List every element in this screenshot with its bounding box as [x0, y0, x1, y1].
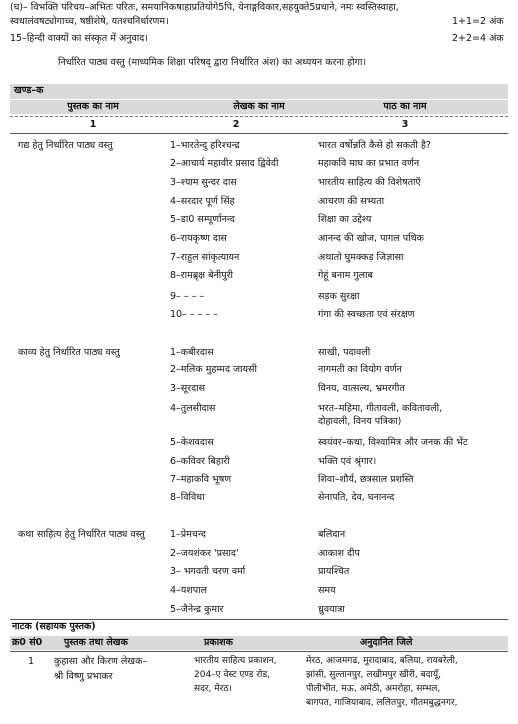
- prose-lesson: महाकवि माघ का प्रभात वर्णन: [318, 158, 420, 169]
- drama-header-book: पुस्तक तथा लेखक: [64, 637, 128, 648]
- poetry-author: 8–विविधा: [170, 492, 205, 503]
- poetry-lesson-continued: दोहावली, विनय पत्रिका): [318, 416, 402, 427]
- prose-lesson: शिक्षा का उद्देश्य: [318, 214, 372, 225]
- prose-author: 2–आचार्य महावीर प्रसाद द्विवेदी: [170, 158, 279, 169]
- poetry-author: 7–महाकवि भूषण: [170, 474, 232, 485]
- poetry-lesson: भक्ति एवं श्रृंगार।: [318, 456, 377, 467]
- marks-2: 2+2=4 अंक: [452, 33, 504, 44]
- prose-author: 10– – – – –: [170, 309, 218, 320]
- drama-header-sn: क्र0 सं0: [12, 637, 43, 648]
- header-num-2: 2: [232, 119, 240, 130]
- poetry-lesson: नागमती का वियोग वर्णन: [318, 364, 402, 375]
- story-author: 2–जयशंकर 'प्रसाद': [170, 548, 239, 559]
- prose-author: 4–सरदार पूर्ण सिंह: [170, 196, 235, 207]
- prose-author: 3–श्याम सुन्दर दास: [170, 177, 237, 188]
- marks-1: 1+1=2 अंक: [452, 16, 504, 27]
- drama-book-line-2: श्री विष्णु प्रभाकर: [54, 671, 113, 682]
- intro-line: निर्धारित पाठ्य वस्तु (माध्यमिक शिक्षा परिषद् द्वारा निर्धारित अंश) का अध्ययन करना होगा।: [58, 57, 367, 68]
- header-num-1: 1: [89, 119, 97, 130]
- drama-publisher-line-1: भारतीय साहित्य प्रकाशन,: [194, 656, 277, 666]
- poetry-author: 5–केशवदास: [170, 437, 214, 448]
- prose-author: 5–डा0 सम्पूर्णानन्द: [170, 214, 235, 225]
- poetry-lesson: साखी, पदावली: [318, 347, 371, 358]
- poetry-author: 6–कविवर बिहारी: [170, 456, 230, 467]
- drama-districts-line-4: बागपत, गाजियाबाद, ललितपुर, गौतमबुद्धनगर,: [306, 698, 458, 708]
- group-poetry: काव्य हेतु निर्धारित पाठ्य वस्तु: [18, 347, 120, 358]
- poetry-lesson: स्वयंवर–कथा, विश्वामित्र और जनक की भेंट: [318, 437, 468, 448]
- group-story: कथा साहित्य हेतु निर्धारित पाठ्य वस्तु: [18, 529, 145, 540]
- section-band: [10, 84, 508, 99]
- prose-lesson: आनन्द की खोज, पागल पथिक: [318, 233, 424, 244]
- header-num-3: 3: [401, 119, 409, 130]
- story-lesson: समय: [318, 585, 336, 596]
- poetry-author: 1–कबीरदास: [170, 347, 214, 358]
- group-prose: गद्य हेतु निर्धारित पाठ्य वस्तु: [18, 140, 113, 151]
- drama-districts-line-2: झांसी, सुल्तानपुर, लखीमपुर खीरी, बदायूँ,: [306, 670, 441, 680]
- story-lesson: आकाश दीप: [318, 548, 360, 559]
- prose-lesson: अथातो घुमक्कड़ जिज्ञासा: [318, 252, 404, 263]
- prose-lesson: भारतीय साहित्य की विशेषताऍ: [318, 177, 421, 188]
- header-lesson: पाठ का नाम: [383, 101, 427, 112]
- poetry-author: 2–मलिक मुहम्मद जायसी: [170, 364, 257, 375]
- top-line-3: 15–हिन्दी वाक्यों का संस्कृत में अनुवाद।: [10, 33, 148, 44]
- prose-lesson: आचरण की सभ्यता: [318, 196, 385, 207]
- prose-author: 7–राहुल सांकृत्यायन: [170, 252, 240, 263]
- poetry-lesson: भरत–महिमा, गीतावली, कवितावली,: [318, 403, 443, 414]
- poetry-lesson: शिवा–शौर्य, छत्रसाल प्रशस्ति: [318, 474, 414, 485]
- header-bottom-rule: [10, 133, 508, 134]
- drama-districts-line-1: मेरठ, आजमगढ, मुरादाबाद, बलिया, रायबरेली,: [306, 656, 458, 666]
- drama-title: नाटक (सहायक पुस्तक): [12, 621, 96, 632]
- prose-lesson: सड़क सुरक्षा: [318, 291, 360, 302]
- header-divider: [10, 116, 508, 117]
- story-author: 3– भगवती चरण वर्मा: [170, 566, 246, 577]
- story-lesson: प्रायश्चित: [318, 566, 350, 577]
- drama-header-rule: [10, 651, 508, 652]
- drama-top-rule: [10, 619, 508, 620]
- drama-districts-line-3: पीलीभीत, मऊ, अमेठी, अमरोहा, सम्भल,: [306, 684, 441, 694]
- drama-book-line-1: कुहासा और किरण लेखक–: [54, 656, 148, 667]
- story-author: 5–जैनेन्द्र कुमार: [170, 604, 224, 615]
- drama-publisher-line-2: 204–ए वेस्ट एण्ड रोड,: [194, 670, 271, 680]
- prose-author: 9– – – –: [170, 291, 205, 302]
- top-line-1: (घ)– विभक्ति परिचय–अभितः परितः, समयानिकषाहाप्रतियोगे5पि, येनाङ्गविकार,सहयुक्ते5प्रधाने, नमः स्वस्तिस्वाहा,: [10, 2, 399, 13]
- prose-author: 1–भारतेन्दु हरिश्चन्द्र: [170, 140, 240, 151]
- prose-lesson: भारत वर्षोन्नति कैसे हो सकती है?: [318, 140, 431, 151]
- header-book: पुस्तक का नाम: [67, 101, 119, 112]
- drama-header-publisher: प्रकाशक: [204, 637, 233, 648]
- drama-publisher-line-3: सदर, मेरठ।: [194, 684, 232, 694]
- story-lesson: बलिदान: [318, 529, 346, 540]
- prose-author: 6–रायकृष्ण दास: [170, 233, 227, 244]
- story-author: 1–प्रेमचन्द: [170, 529, 206, 540]
- prose-lesson: गेहूं बनाम गुलाब: [318, 270, 373, 281]
- poetry-author: 4–तुलसीदास: [170, 403, 216, 414]
- poetry-author: 3–सूरदास: [170, 383, 206, 394]
- story-lesson: ध्रुवयात्रा: [318, 604, 345, 615]
- story-author: 4–यशपाल: [170, 585, 208, 596]
- poetry-lesson: विनय, वात्सल्य, भ्रमरगीत: [318, 383, 405, 394]
- section-title: खण्ड–क: [14, 85, 44, 96]
- top-line-2: स्वधालंवषट्योगाच्च, षष्ठीशेषे, यतश्चनिर्धारणम।: [10, 16, 169, 27]
- prose-author: 8–रामब्रृक्ष बेनीपुरी: [170, 270, 233, 281]
- poetry-lesson: सेनापति, देव, घनानन्द: [318, 492, 395, 503]
- drama-header-districts: अनुदानित जिले: [360, 637, 413, 648]
- drama-sn: 1: [28, 656, 35, 667]
- prose-lesson: गंगा की स्वच्छता एवं संरक्षण: [318, 309, 415, 320]
- header-author: लेखक का नाम: [233, 101, 285, 112]
